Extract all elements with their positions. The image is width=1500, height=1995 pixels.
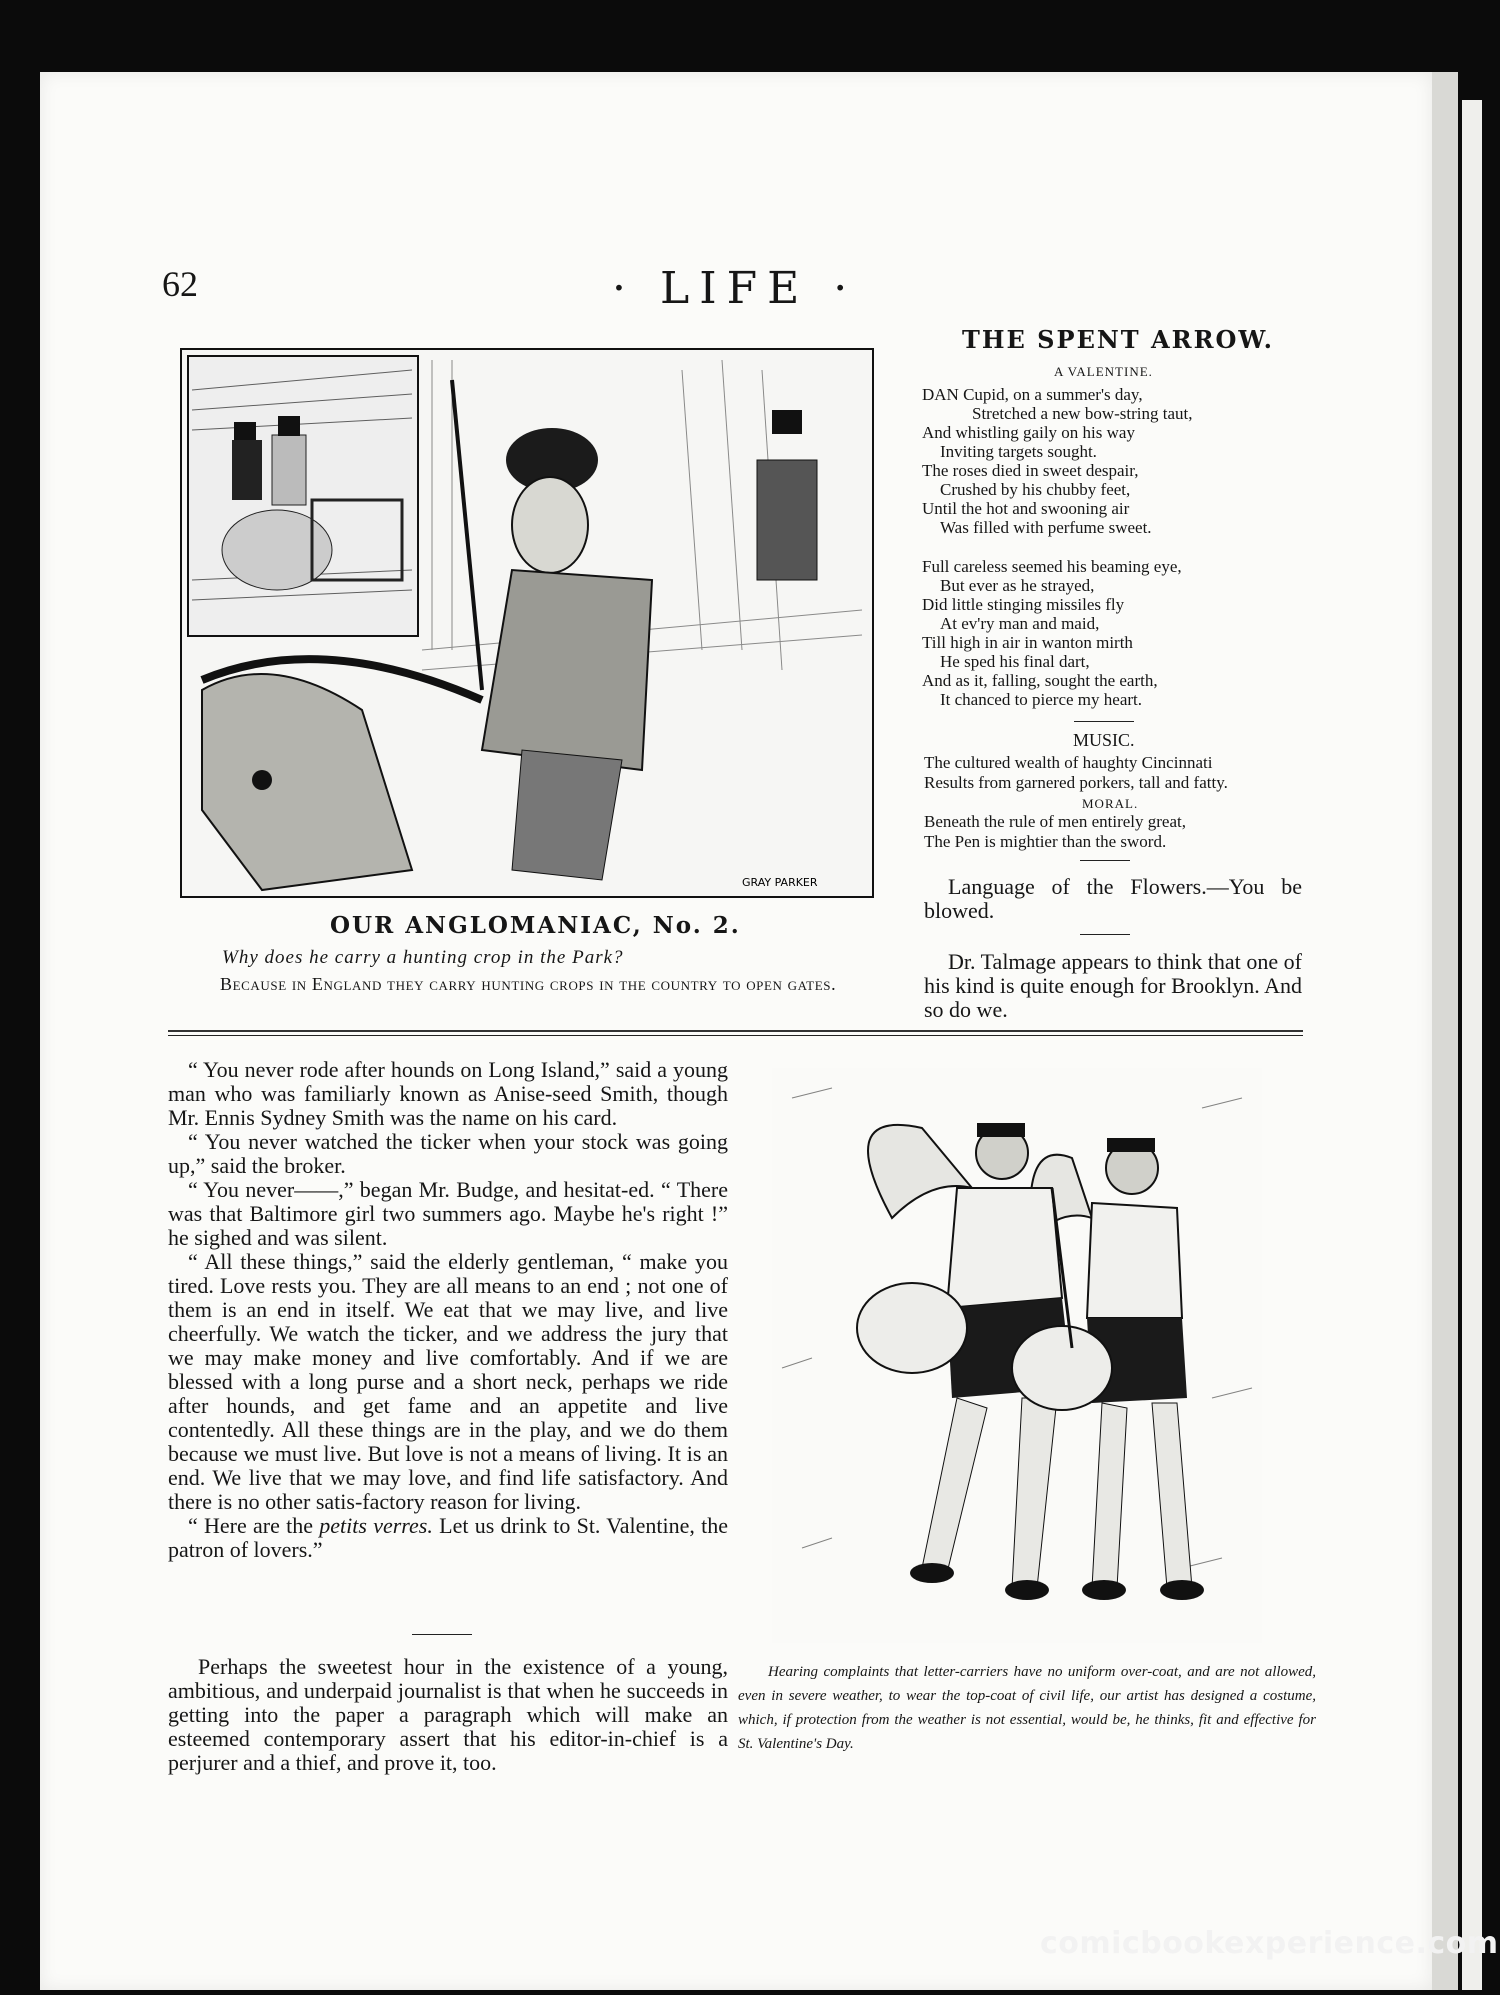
story-paragraph: “ You never rode after hounds on Long Island,” said a young man who was familiarly known as Anise-seed Smith, though Mr. Ennis Sydney Smith was the name on his card. [168, 1057, 728, 1130]
horizontal-divider [168, 1035, 1303, 1036]
journalist-paragraph: Perhaps the sweetest hour in the existence of a young, ambitious, and underpaid journalist is that when he succeeds in getting into the paper a paragraph which will make an esteemed contemporary assert that his editor-in-chief is a perjurer and a thief, and prove it, too. [168, 1654, 728, 1775]
poem-line: Inviting targets sought. [940, 442, 1097, 461]
cartoon-caption: Hearing complaints that letter-carriers have no uniform over-coat, and are not allowed, even in severe weather, to wear the top-coat of civil life, our artist has designed a costume, which, if protection from the weather is not essential, would be, he thinks, fit and effective for St. Valentine's Day. [738, 1664, 1316, 1752]
section-rule [1080, 934, 1130, 935]
illustration-answer: Because in England they carry hunting crops in the country to open gates. [220, 974, 837, 994]
poem-line: And whistling gaily on his way [922, 423, 1135, 442]
poem-line: He sped his final dart, [940, 652, 1090, 671]
language-joke: Language of the Flowers.—You be blowed. [924, 874, 1302, 923]
section-rule [1080, 860, 1130, 861]
anglomaniac-illustration [180, 348, 874, 898]
section-rule [412, 1634, 472, 1635]
cupid-carriers-drawing [772, 1068, 1262, 1643]
section-rule [1074, 721, 1134, 722]
masthead-title: · LIFE · [612, 263, 858, 314]
watermark-text: comicbookexperience.com [1040, 1926, 1499, 1961]
poem-line: Did little stinging missiles fly [922, 595, 1125, 614]
story-paragraph: “ You never watched the ticker when your stock was going up,” said the broker. [168, 1129, 728, 1178]
moral-line: The Pen is mightier than the sword. [924, 832, 1167, 851]
poem-line: The roses died in sweet despair, [922, 461, 1139, 480]
page-number: 62 [162, 264, 198, 304]
anglomaniac-drawing [182, 350, 872, 896]
music-line: The cultured wealth of haughty Cincinnati [924, 753, 1213, 772]
poem-line: Crushed by his chubby feet, [940, 480, 1131, 499]
story-text: Let us drink to St. Valentine, the patron of lovers.” [168, 1513, 729, 1562]
poem-line: Was filled with perfume sweet. [940, 518, 1152, 537]
letter-carriers-cartoon [772, 1068, 1262, 1643]
page-edge [1432, 72, 1458, 1990]
story-paragraph-last [168, 1514, 728, 1562]
poem-subtitle: A VALENTINE. [1054, 364, 1153, 379]
poem-line: But ever as he strayed, [940, 576, 1095, 595]
poem-line: And as it, falling, sought the earth, [922, 671, 1158, 690]
poem-line: It chanced to pierce my heart. [940, 690, 1143, 709]
poem-stanza-1 [922, 385, 1302, 537]
poem-title: THE SPENT ARROW. [962, 325, 1274, 354]
story-paragraph: “ You never——,” began Mr. Budge, and hesitat-ed. “ There was that Baltimore girl two summers ago. Maybe he's right !” he sighed and was silent. [168, 1177, 728, 1250]
music-heading: MUSIC. [1073, 730, 1135, 750]
poem-stanza-2 [922, 557, 1302, 709]
story-text: “ Here are the [188, 1513, 320, 1538]
poem-line: Stretched a new bow-string taut, [972, 404, 1193, 423]
story-paragraph: “ All these things,” said the elderly gentleman, “ make you tired. Love rests you. They are all means to an end ; not one of them is an end in itself. We eat that we may live, and live cheerfully. We watch the ticker, and we address the jury that we may make money and live comfortably. And if we are blessed with a long purse and a short neck, perhaps we ride after hounds, and get fame and an appetite and live contentedly. All these things are in the play, and we do them because we must live. But love is not a means of living. It is an end. We live that we may love, and find life satisfactory. And there is no other satis-factory reason for living. [168, 1249, 728, 1514]
poem-line: Full careless seemed his beaming eye, [922, 557, 1182, 576]
page-edge-back [1462, 100, 1482, 1990]
music-line: Results from garnered porkers, tall and fatty. [924, 773, 1228, 792]
poem-line: DAN Cupid, on a summer's day, [922, 385, 1143, 404]
horizontal-divider [168, 1030, 1303, 1032]
moral-heading: MORAL. [1082, 796, 1139, 811]
artist-signature: GRAY PARKER [742, 876, 818, 889]
poem-line: Until the hot and swooning air [922, 499, 1130, 518]
talmage-joke: Dr. Talmage appears to think that one of his kind is quite enough for Brooklyn. And so do we. [924, 949, 1302, 1022]
poem-line: At ev'ry man and maid, [940, 614, 1100, 633]
story-column [168, 1058, 728, 1562]
moral-line: Beneath the rule of men entirely great, [924, 812, 1186, 831]
illustration-title: OUR ANGLOMANIAC, No. 2. [330, 912, 741, 939]
story-text-italic: petits verres. [319, 1513, 433, 1538]
poem-line: Till high in air in wanton mirth [922, 633, 1133, 652]
illustration-question: Why does he carry a hunting crop in the Park? [222, 947, 624, 968]
